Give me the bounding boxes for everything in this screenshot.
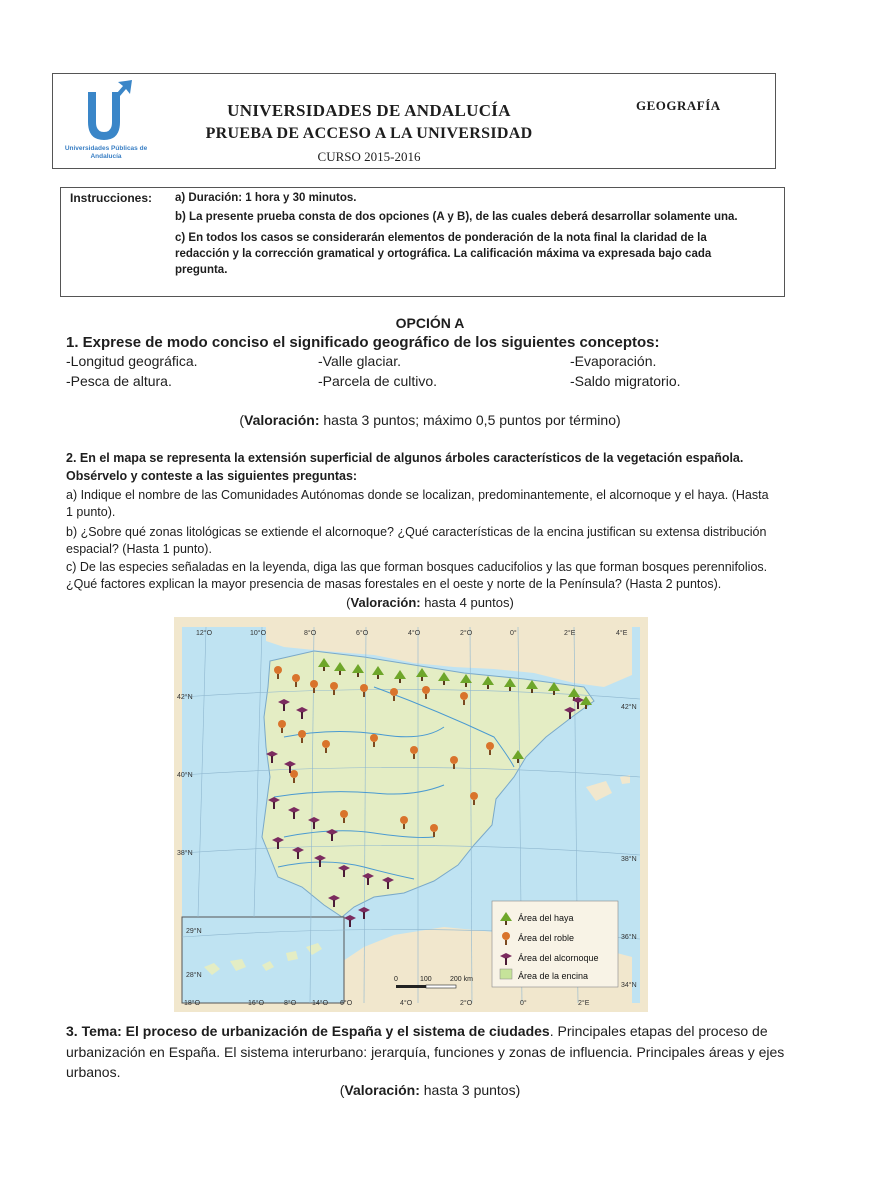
map-tick: 16°O	[248, 1000, 265, 1007]
map-tick: 38°N	[621, 856, 637, 863]
course-year: CURSO 2015-2016	[317, 149, 421, 164]
legend-haya: Área del haya	[518, 913, 574, 923]
map-tick: 10°O	[250, 630, 267, 637]
map-tick: 2°O	[460, 630, 473, 637]
svg-text:200 km: 200 km	[450, 976, 473, 983]
question-3-valuation: (Valoración: hasta 3 puntos)	[339, 1082, 521, 1098]
map-tick: 2°E	[578, 1000, 590, 1007]
concept-term: -Longitud geográfica.	[66, 353, 198, 369]
map-tick: 0°	[510, 630, 517, 637]
legend-alcornoque: Área del alcornoque	[518, 953, 599, 963]
canary-inset	[182, 917, 344, 1003]
map-legend	[492, 901, 618, 987]
question-2-line: 1 punto).	[66, 505, 116, 519]
map-tick: 8°O	[304, 630, 317, 637]
exam-title-university: UNIVERSIDADES DE ANDALUCÍA	[227, 101, 511, 120]
instruction-item: a) Duración: 1 hora y 30 minutos.	[175, 192, 357, 204]
map-tick: 8°O	[284, 1000, 297, 1007]
question-1-valuation: (Valoración: hasta 3 puntos; máximo 0,5 puntos por término)	[239, 412, 621, 428]
vegetation-map	[174, 617, 648, 1012]
question-2-line: c) De las especies señaladas en la leyenda, diga las que forman bosques caducifolios y las que forman bosques perennifolios.	[66, 560, 768, 574]
concept-term: -Pesca de altura.	[66, 373, 172, 389]
map-tick: 4°E	[616, 630, 628, 637]
legend-roble: Área del roble	[518, 933, 575, 943]
exam-title-test: PRUEBA DE ACCESO A LA UNIVERSIDAD	[205, 125, 533, 142]
question-2-line: a) Indique el nombre de las Comunidades Autónomas donde se localizan, predominantemente, el alcornoque y el haya. (Hasta	[66, 488, 769, 502]
instruction-item: c) En todos los casos se considerarán elementos de ponderación de la nota final la claridad de la redacción y la corrección gramatical y ortográfica. La calificación máxima va expresada bajo cada pregunta.	[175, 232, 712, 276]
subject-name: GEOGRAFÍA	[636, 98, 721, 113]
map-tick: 2°E	[564, 630, 576, 637]
question-2-subtitle: Obsérvelo y conteste a las siguientes preguntas:	[66, 469, 358, 483]
map-tick: 38°N	[177, 850, 193, 857]
map-tick: 4°O	[400, 1000, 413, 1007]
map-tick: 14°O	[312, 1000, 329, 1007]
map-tick: 28°N	[186, 972, 202, 979]
question-2-title: 2. En el mapa se representa la extensión superficial de algunos árboles característicos de la vegetación española.	[66, 451, 744, 465]
legend-encina: Área de la encina	[518, 971, 589, 981]
option-title: OPCIÓN A	[395, 315, 465, 331]
map-tick: 36°N	[621, 934, 637, 941]
question-2-line: b) ¿Sobre qué zonas litológicas se extiende el alcornoque? ¿Qué características de la encina justifican su extensa distribución	[66, 525, 767, 539]
map-tick: 0°	[520, 1000, 527, 1007]
map-tick: 34°N	[621, 982, 637, 989]
map-tick: 18°O	[184, 1000, 201, 1007]
question-2-valuation: (Valoración: hasta 4 puntos)	[346, 595, 514, 610]
map-tick: 2°O	[460, 1000, 473, 1007]
map-tick: 42°N	[621, 704, 637, 711]
map-tick: 12°O	[196, 630, 213, 637]
map-tick: 6°O	[340, 1000, 353, 1007]
concept-term: -Valle glaciar.	[318, 353, 402, 369]
instruction-item: b) La presente prueba consta de dos opciones (A y B), de las cuales deberá desarrollar solamente una.	[175, 211, 738, 223]
question-3-title: 3. Tema: El proceso de urbanización de España y el sistema de ciudades	[66, 1023, 550, 1039]
logo-caption: Universidades Públicas de Andalucía	[64, 145, 148, 160]
map-tick: 29°N	[186, 928, 202, 935]
instructions-label: Instrucciones:	[70, 191, 153, 205]
map-tick: 42°N	[177, 694, 193, 701]
concept-term: -Parcela de cultivo.	[318, 373, 438, 389]
concept-term: -Saldo migratorio.	[570, 373, 681, 389]
concept-term: -Evaporación.	[570, 353, 657, 369]
map-tick: 4°O	[408, 630, 421, 637]
university-logo	[84, 78, 134, 146]
question-1-title: 1. Exprese de modo conciso el significado geográfico de los siguientes conceptos:	[66, 334, 660, 351]
svg-text:0: 0	[394, 976, 398, 983]
question-3: 3. Tema: El proceso de urbanización de España y el sistema de ciudades. Principales etapas del proceso de urbanización en España. El sistema interurbano: jerarquía, funciones y zonas de influencia. Principales áreas y ejes urbanos.	[66, 1023, 785, 1080]
map-tick: 40°N	[177, 772, 193, 779]
svg-text:100: 100	[420, 976, 432, 983]
question-2-line: ¿Qué factores explican la mayor presencia de masas forestales en el oeste y norte de la Península? (Hasta 2 puntos).	[66, 577, 722, 591]
question-2-line: espacial? (Hasta 1 punto).	[66, 542, 212, 556]
map-tick: 6°O	[356, 630, 369, 637]
